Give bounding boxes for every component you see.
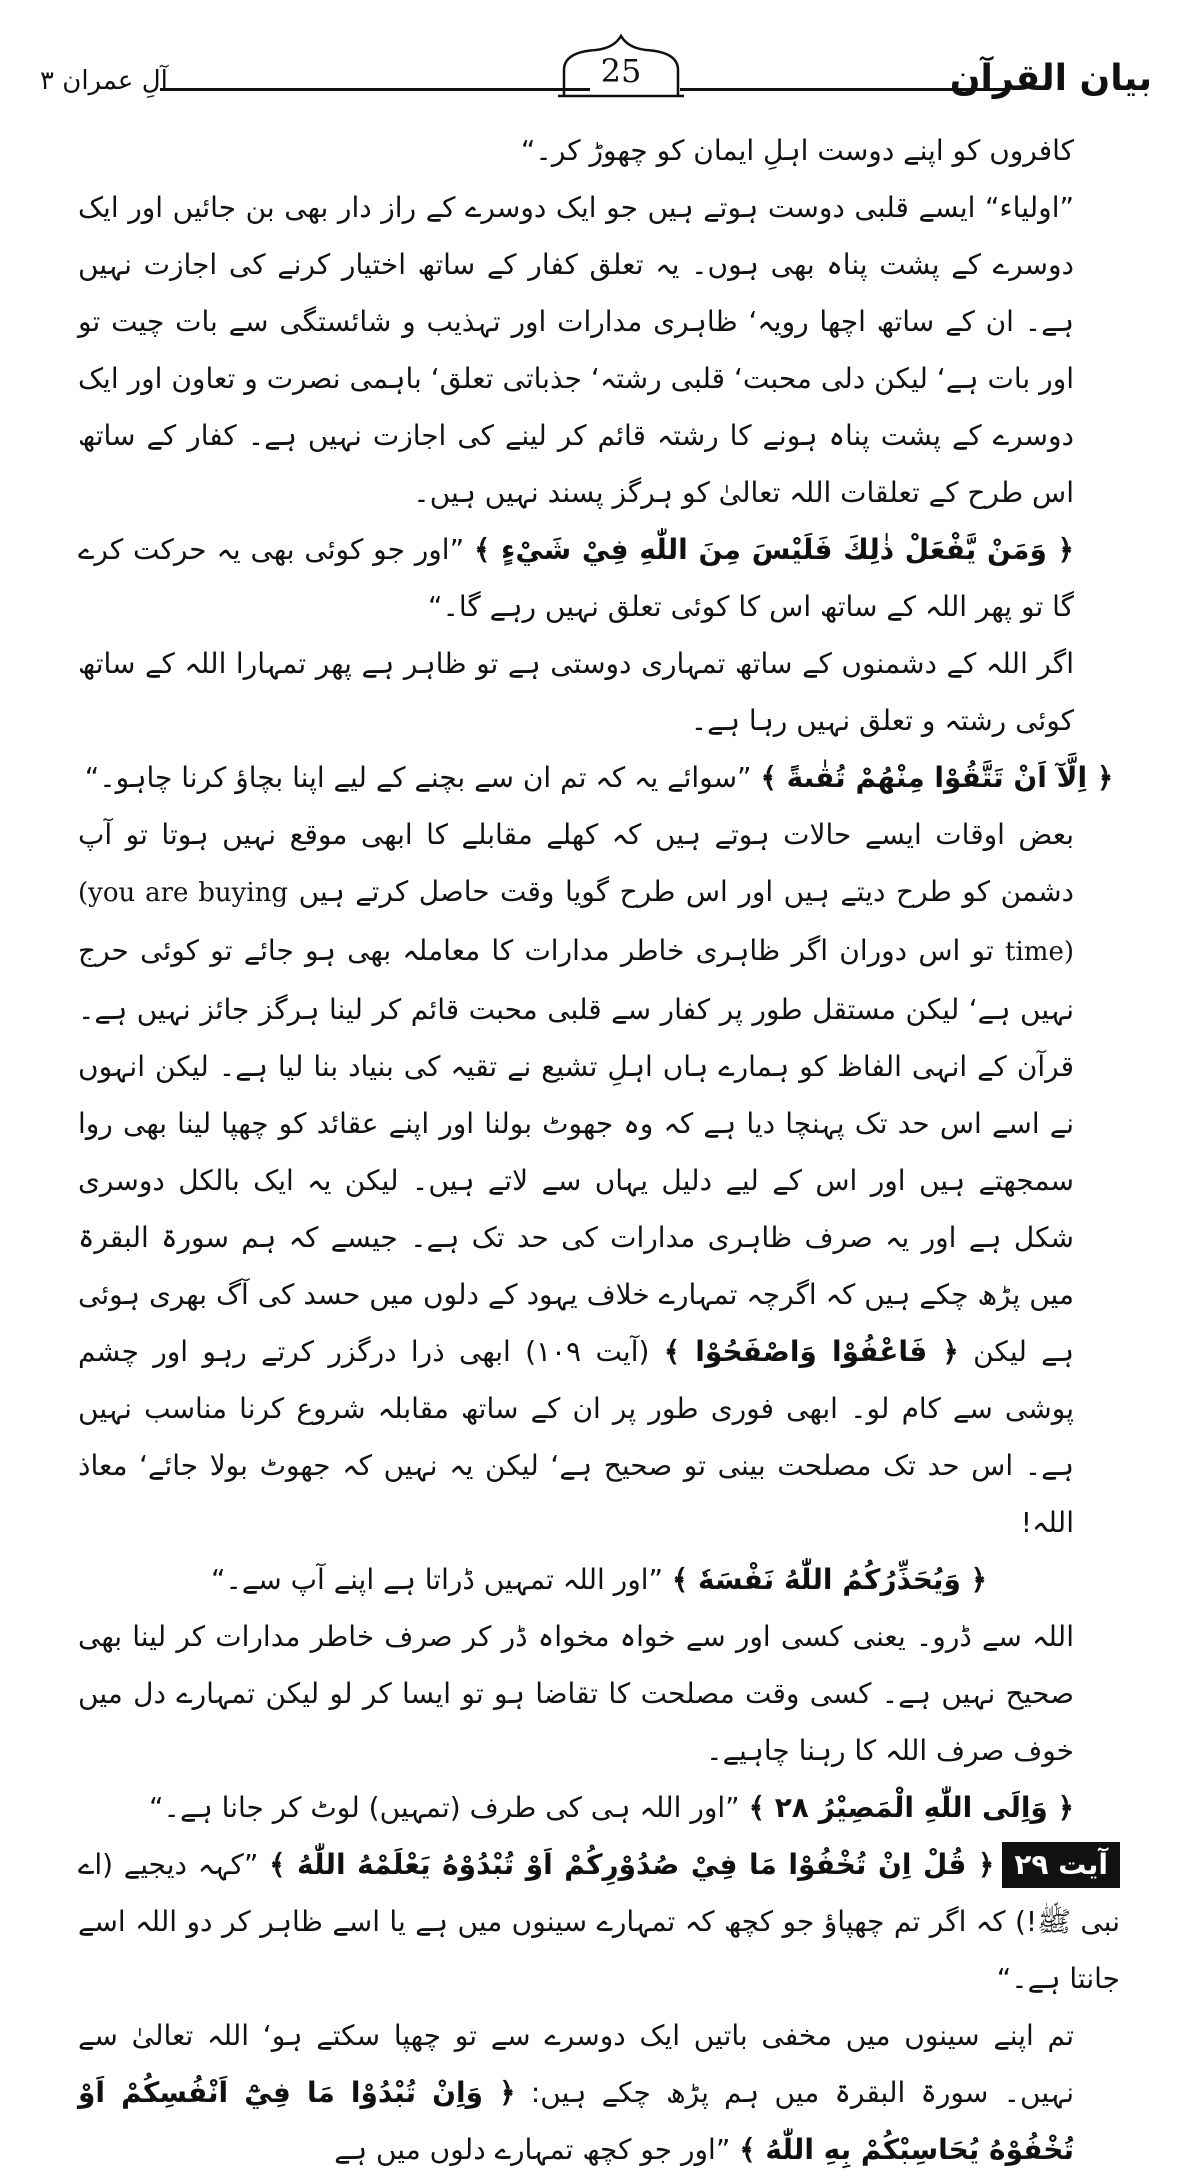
- header-rule-left: [160, 88, 590, 91]
- page-body: [78, 122, 1120, 2178]
- surah-name: آلِ عمران ۳: [40, 66, 168, 96]
- quran-verse: ﴿ وَاِلَى اللّٰهِ الْمَصِيْرُ ۲۸ ﴾: [748, 1791, 1074, 1824]
- paragraph-text: تم اپنے سینوں میں مخفی باتیں ایک دوسرے سے تو چھپا سکتے ہو‘ اللہ تعالیٰ سے نہیں۔ سورۃ البقرۃ میں ہم پڑھ چکے ہیں:: [78, 2019, 1074, 2109]
- paragraph-text: (آیت ۱۰۹) ابھی ذرا درگزر کرتے رہو اور چشم پوشی سے کام لو۔ ابھی فوری طور پر ان کے ساتھ مقابلہ شروع کرنا مناسب نہیں ہے۔ اس حد تک مصلحت بینی تو صحیح ہے‘ لیکن یہ نہیں کہ جھوٹ بولا جائے‘ معاذ اللہ!: [78, 1335, 1074, 1539]
- paragraph: [78, 122, 1120, 179]
- paragraph-text: بعض اوقات ایسے حالات ہوتے ہیں کہ کھلے مقابلے کا ابھی موقع نہیں ہوتا تو آپ دشمن کو طرح دیتے ہیں اور اس طرح گویا وقت حاصل کرتے ہیں: [78, 818, 1074, 908]
- verse-paragraph: [78, 521, 1120, 635]
- paragraph-text: تو اس دوران اگر ظاہری خاطر مدارات کا معاملہ بھی ہو جائے تو کوئی حرج نہیں ہے‘ لیکن مستقل طور پر کفار سے قلبی محبت قائم کر لینا ہرگز جائز نہیں ہے۔ قرآن کے انہی الفاظ کو ہمارے ہاں اہلِ تشیع نے تقیہ کی بنیاد بنا لیا ہے۔ لیکن انہوں نے اسے اس حد تک پہنچا دیا ہے کہ وہ جھوٹ بولنا اور اپنے عقائد کو چھپا لینا بھی روا سمجھتے ہیں اور اس کے لیے دلیل یہاں سے لاتے ہیں۔ لیکن یہ ایک بالکل دوسری شکل ہے اور یہ صرف ظاہری مدارات کی حد تک ہے۔ جیسے کہ ہم سورۃ البقرۃ میں پڑھ چکے ہیں کہ اگرچہ تمہارے خلاف یہود کے دلوں میں حسد کی آگ بھری ہوئی ہے لیکن: [78, 934, 1074, 1368]
- verse-translation: ”اور اللہ ہی کی طرف (تمہیں) لوٹ کر جانا ہے۔“: [149, 1791, 749, 1824]
- verse-paragraph: [78, 1836, 1120, 2007]
- verse-paragraph: [78, 1551, 1120, 1608]
- quran-verse: ﴿ قُلْ اِنْ تُخْفُوْا مَا فِيْ صُدُوْرِكُمْ اَوْ تُبْدُوْهُ يَعْلَمْهُ اللّٰهُ ﴾: [269, 1848, 995, 1881]
- quran-verse: ﴿ اِلَّآ اَنْ تَتَّقُوْا مِنْهُمْ تُقٰىةً ﴾: [760, 761, 1114, 794]
- paragraph: [78, 1608, 1120, 1779]
- quran-verse: ﴿ فَاعْفُوْا وَاصْفَحُوْا ﴾: [663, 1335, 959, 1368]
- verse-translation: ”کہہ دیجیے (اے نبی ﷺ!) کہ اگر تم چھپاؤ جو کچھ کہ تمہارے سینوں میں ہے یا اسے ظاہر کر دو اللہ اسے جانتا ہے۔“: [78, 1848, 1120, 1995]
- verse-translation: ”اور اللہ تمہیں ڈراتا ہے اپنے آپ سے۔“: [210, 1563, 672, 1596]
- paragraph-text: ”اولیاء“ ایسے قلبی دوست ہوتے ہیں جو ایک دوسرے کے راز دار بھی بن جائیں اور ایک دوسرے کے پشت پناہ بھی ہوں۔ یہ تعلق کفار کے ساتھ اختیار کرنے کی اجازت نہیں ہے۔ ان کے ساتھ اچھا رویہ‘ ظاہری مدارات اور تہذیب و شائستگی سے بات چیت تو اور بات ہے‘ لیکن دلی محبت‘ قلبی رشتہ‘ جذباتی تعلق‘ باہمی نصرت و تعاون اور ایک دوسرے کے پشت پناہ ہونے کا رشتہ قائم کر لینے کی اجازت نہیں ہے۔ کفار کے ساتھ اس طرح کے تعلقات اللہ تعالیٰ کو ہرگز پسند نہیں ہیں۔: [78, 191, 1074, 509]
- verse-paragraph: [78, 749, 1120, 806]
- page-number-badge: [556, 30, 686, 102]
- ayah-number-label: آیت ۲۹: [1002, 1842, 1120, 1888]
- paragraph: [78, 2007, 1120, 2178]
- quran-verse: ﴿ وَيُحَذِّرُكُمُ اللّٰهُ نَفْسَهٗ ﴾: [671, 1563, 988, 1596]
- paragraph-text: اگر اللہ کے دشمنوں کے ساتھ تمہاری دوستی ہے تو ظاہر ہے پھر تمہارا اللہ کے ساتھ کوئی رشتہ و تعلق نہیں رہا ہے۔: [78, 647, 1074, 737]
- verse-translation: ”سوائے یہ کہ تم ان سے بچنے کے لیے اپنا بچاؤ کرنا چاہو۔“: [84, 761, 761, 794]
- page-header: [40, 30, 1152, 110]
- paragraph: [78, 806, 1120, 1551]
- paragraph-text: ”اور جو کچھ تمہارے دلوں میں ہے: [334, 2133, 740, 2166]
- quran-verse: ﴿ وَمَنْ يَّفْعَلْ ذٰلِكَ فَلَيْسَ مِنَ اللّٰهِ فِيْ شَيْءٍ ﴾: [473, 533, 1074, 566]
- paragraph-text: کافروں کو اپنے دوست اہلِ ایمان کو چھوڑ کر۔“: [520, 134, 1074, 167]
- verse-translation: ”اور جو کوئی بھی یہ حرکت کرے گا تو پھر اللہ کے ساتھ اس کا کوئی تعلق نہیں رہے گا۔“: [78, 533, 1074, 623]
- book-title: بیان القرآن: [949, 58, 1152, 99]
- paragraph: [78, 179, 1120, 521]
- paragraph: [78, 635, 1120, 749]
- verse-paragraph: [78, 1779, 1120, 1836]
- english-phrase: (you are buying time): [78, 878, 1074, 967]
- page-number: 25: [600, 52, 642, 90]
- quran-verse: ﴿ وَاِنْ تُبْدُوْا مَا فِيْٓ اَنْفُسِكُمْ اَوْ تُخْفُوْهُ يُحَاسِبْكُمْ بِهِ اللّٰهُ ﴾: [78, 2076, 1074, 2166]
- paragraph-text: اللہ سے ڈرو۔ یعنی کسی اور سے خواہ مخواہ ڈر کر صرف خاطر مدارات کر لینا بھی صحیح نہیں ہے۔ کسی وقت مصلحت کا تقاضا ہو تو ایسا کر لو لیکن تمہارے دل میں خوف صرف اللہ کا رہنا چاہیے۔: [78, 1620, 1074, 1767]
